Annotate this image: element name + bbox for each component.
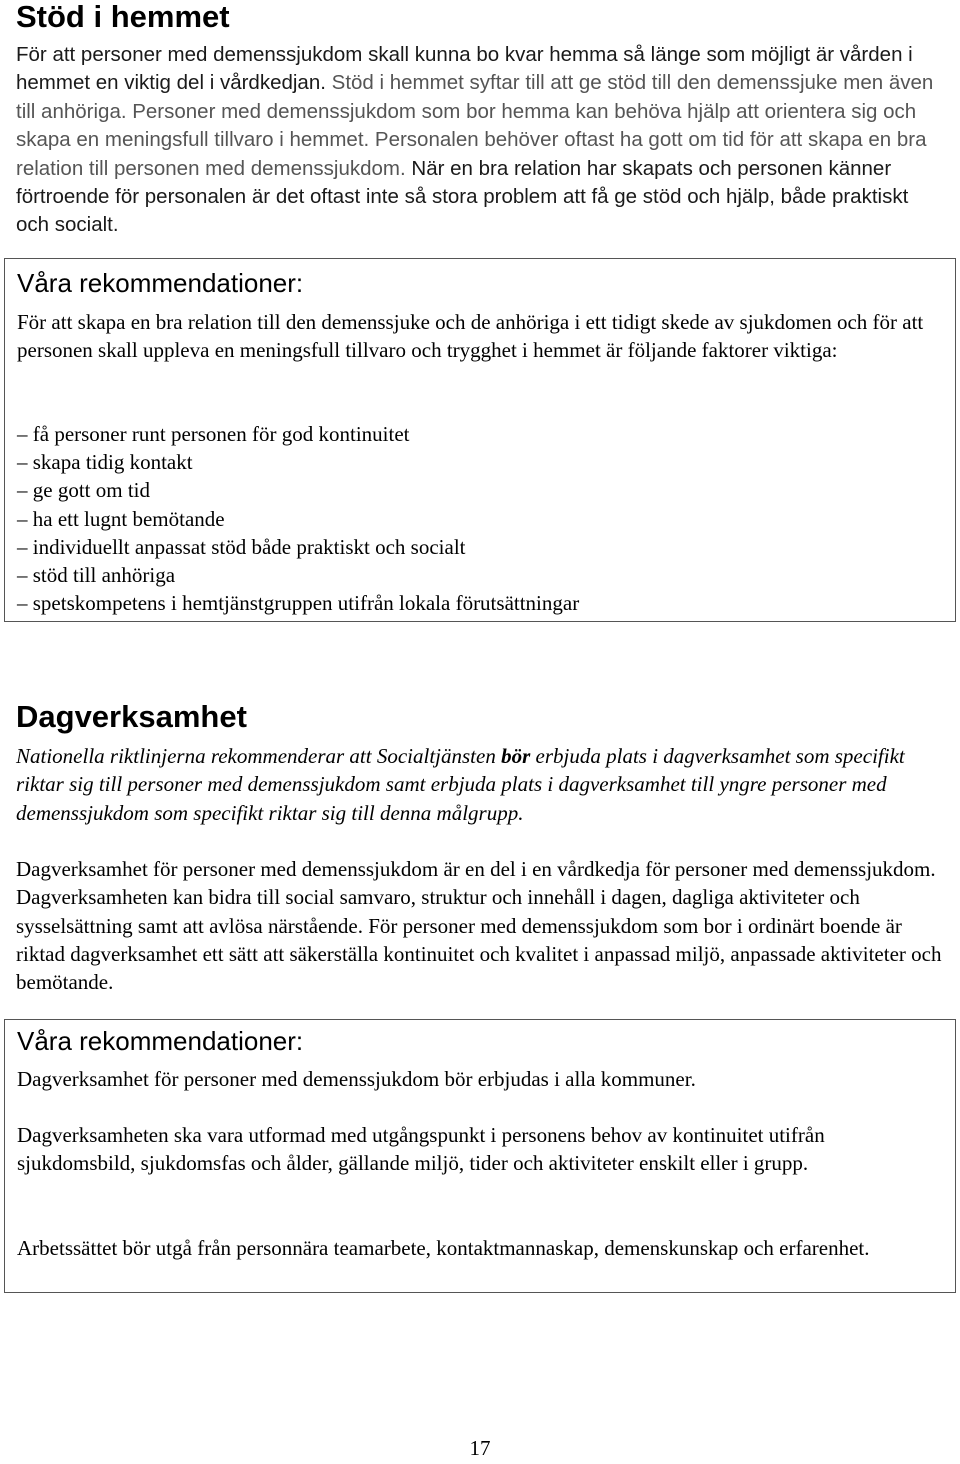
recommendation-paragraph-2a: Dagverksamhet för personer med demenssjukdom bör erbjudas i alla kommuner.: [17, 1067, 696, 1091]
guidelines-text-before: Nationella riktlinjerna rekommenderar att Socialtjänsten: [16, 744, 502, 768]
list-item: – ge gott om tid: [17, 476, 937, 504]
list-item: – ha ett lugnt bemötande: [17, 505, 937, 533]
recommendations-heading-2: Våra rekommendationer:: [17, 1026, 304, 1056]
recommendation-paragraph-2b: Dagverksamheten ska vara utformad med utgångspunkt i personens behov av kontinuitet utifrån sjukdomsbild, sjukdomsfas och ålder, gällande miljö, tider och aktiviteter enskilt eller i grupp.: [17, 1123, 825, 1176]
intro-text-part-2: Stöd i hemmet syftar till att ge stöd till den demenssjuke men även till anhöriga. Personer med demenssjukdom som bor hemma kan behöva hjälp att orientera sig och skapa en meningsfull tillvaro i hemmet. Personalen behöver oftast ha gott om tid för att skapa en bra relation till personen med demenssjukdom.: [16, 71, 934, 180]
page-number: 17: [469, 1436, 491, 1460]
intro-text-part-1: För att personer med demenssjukdom skall kunna bo kvar hemma så länge som möjligt är vården i hemmet en viktig del i vårdkedjan.: [16, 43, 913, 95]
recommendations-box-1: [4, 258, 956, 622]
recommendations-box-2: [4, 1019, 956, 1293]
intro-text-part-3: När en bra relation har skapats och personen känner förtroende för personalen är det oftast inte så stora problem att få ge stöd och hjälp, både praktiskt och socialt.: [16, 156, 909, 237]
section-title-stod-i-hemmet: Stöd i hemmet: [16, 0, 230, 34]
guidelines-emphasis: bör: [501, 744, 531, 768]
guidelines-paragraph: [16, 742, 946, 827]
intro-paragraph-stod-i-hemmet: [16, 41, 936, 240]
list-item: – individuellt anpassat stöd både praktiskt och socialt: [17, 533, 937, 561]
list-item: – skapa tidig kontakt: [17, 448, 937, 476]
guidelines-text-after: erbjuda plats i dagverksamhet som specifikt riktar sig till personer med demenssjukdom samt erbjuda plats i dagverksamhet till yngre personer med demenssjukdom som specifikt riktar sig till denna målgrupp.: [16, 744, 905, 825]
list-item: – stöd till anhöriga: [17, 561, 937, 589]
dagverksamhet-description-paragraph: Dagverksamhet för personer med demenssjukdom är en del i en vårdkedja för personer med demenssjukdom. Dagverksamheten kan bidra till social samvaro, struktur och innehåll i dagen, dagliga aktiviteter och sysselsättning samt att avlösa närstående. För personer med demenssjukdom som bor i ordinärt boende är riktad dagverksamhet ett sätt att säkerställa kontinuitet och kvalitet i anpassad miljö, anpassade aktiviteter och bemötande.: [16, 857, 942, 995]
list-item: – spetskompetens i hemtjänstgruppen utifrån lokala förutsättningar: [17, 589, 937, 617]
section-title-dagverksamhet: Dagverksamhet: [16, 699, 247, 734]
list-item: – få personer runt personen för god kontinuitet: [17, 420, 937, 448]
recommendation-factor-list: [17, 420, 937, 617]
recommendations-paragraph-1: För att skapa en bra relation till den demenssjuke och de anhöriga i ett tidigt skede av sjukdomen och för att personen skall uppleva en meningsfull tillvaro och trygghet i hemmet är följande faktorer viktiga:: [17, 310, 924, 363]
recommendations-heading-1: Våra rekommendationer:: [17, 268, 304, 298]
recommendation-paragraph-2c: Arbetssättet bör utgå från personnära teamarbete, kontaktmannaskap, demenskunskap och erfarenhet.: [17, 1236, 870, 1260]
